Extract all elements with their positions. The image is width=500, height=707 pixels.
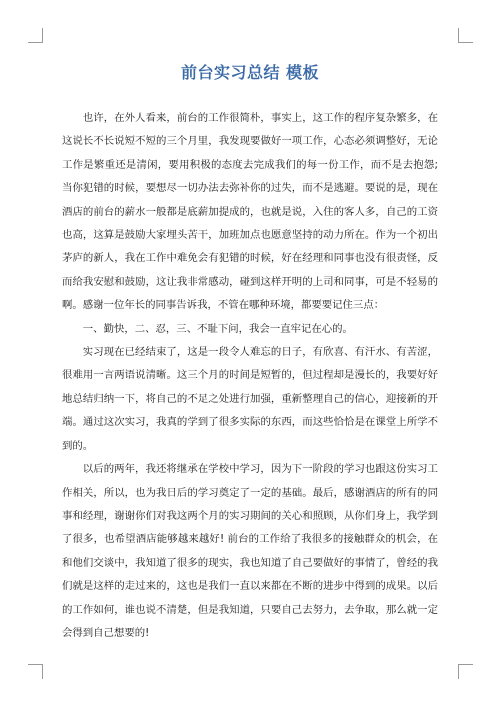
paragraph-2: 一、勤快，二、忍，三、不耻下问，我会一直牢记在心的。 — [82, 322, 353, 335]
document-title: 前台实习总结 模板 — [180, 63, 320, 82]
paragraph-3: 实习现在已经结束了，这是一段令人难忘的日子，有欣喜、有汗水、有苦涩，很难用一言两语说清晰。这三个月的时间是短暂的，但过程却是漫长的，我要好好地总结归纳一下，将自己的不足之处进行加强，重新整理自己的信心，迎接新的开端。通过这次实习，我真的学到了很多实际的东西，而这些恰恰是在课堂上所学不到的。 — [62, 346, 438, 452]
crop-mark-bottom-left — [28, 664, 43, 679]
crop-mark-bottom-right — [458, 664, 473, 679]
crop-mark-top-left — [28, 28, 43, 43]
crop-mark-top-right — [458, 28, 473, 43]
document-body — [62, 60, 438, 645]
paragraph-1: 也许，在外人看来，前台的工作很简朴，事实上，这工作的程序复杂繁多，在这说长不长说短不短的三个月里，我发现要做好一项工作，心态必须调整好，无论工作是繁重还是清闲，要用积极的态度去完成我们的每一份工作，而不是去抱怨;当你犯错的时候，要想尽一切办法去弥补你的过失，而不是逃避。要说的是，现在酒店的前台的薪水一般都是底薪加提成的，也就是说，入住的客人多，自己的工资也高，这算是鼓励大家埋头苦干，加班加点也愿意坚持的动力所在。作为一个初出茅庐的新人，我在工作中难免会有犯错的时候，好在经理和同事也没有很责怪，反而给我安慰和鼓励，这让我非常感动，碰到这样开明的上司和同事，可是不轻易的啊。感谢一位年长的同事告诉我，不管在哪种环境，都要要记住三点： — [62, 112, 438, 312]
paragraph-4: 以后的两年，我还将继承在学校中学习，因为下一阶段的学习也跟这份实习工作相关，所以，也为我日后的学习奠定了一定的基础。最后，感谢酒店的所有的同事和经理，谢谢你们对我这两个月的实习期间的关心和照顾，从你们身上，我学到了很多，也希望酒店能够越来越好! 前台的工作给了我很多的接触群众的机会，在和他们交谈中，我知道了很多的现实，我也知道了自己要做好的事情了，曾经的我们就是这样的走过来的，这也是我们一直以来都在不断的进步中得到的成果。以后的工作如何，谁也说不清楚，但是我知道，只要自己去努力，去争取，那么就一定会得到自己想要的! — [62, 463, 438, 639]
